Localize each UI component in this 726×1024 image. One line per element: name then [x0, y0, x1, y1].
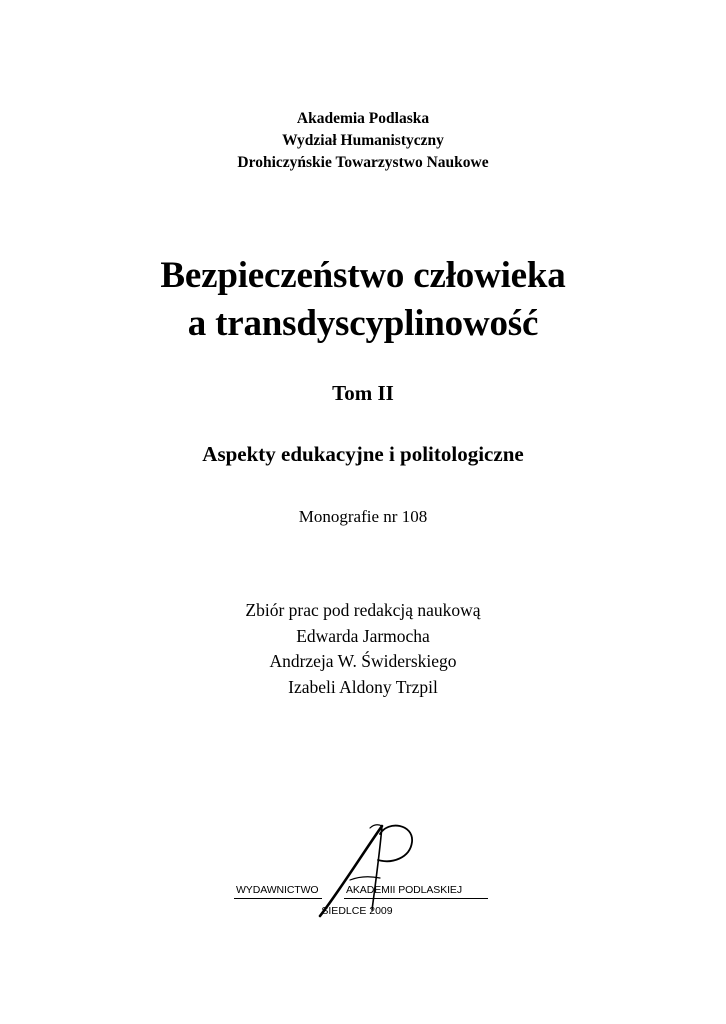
publisher-name-left: WYDAWNICTWO: [236, 884, 319, 896]
publisher-name-right: AKADEMII PODLASKIEJ: [346, 884, 462, 896]
institution-society: Drohiczyńskie Towarzystwo Naukowe: [237, 154, 489, 171]
publisher-underline-right: [344, 898, 488, 899]
institutions-block: [0, 108, 726, 174]
book-subtitle: Aspekty edukacyjne i politologiczne: [202, 442, 524, 466]
institution-faculty: Wydział Humanistyczny: [282, 132, 444, 149]
publisher-imprint: [232, 820, 494, 930]
publisher-place-year: SIEDLCE 2009: [321, 905, 393, 917]
book-title-line-2: a transdyscyplinowość: [187, 303, 539, 344]
volume-label: Tom II: [332, 381, 394, 405]
publisher-underline-left: [234, 898, 322, 899]
editors-intro: Zbiór prac pod redakcją naukową: [245, 600, 481, 620]
book-title: [0, 252, 726, 348]
series-label: Monografie nr 108: [298, 507, 428, 526]
editors-block: [0, 598, 726, 700]
editor-name: Izabeli Aldony Trzpil: [288, 676, 438, 697]
editor-name: Edwarda Jarmocha: [296, 625, 430, 646]
editor-name: Andrzeja W. Świderskiego: [269, 651, 457, 671]
institution-university: Akademia Podlaska: [296, 110, 430, 127]
book-title-line-1: Bezpieczeństwo człowieka: [160, 255, 566, 296]
